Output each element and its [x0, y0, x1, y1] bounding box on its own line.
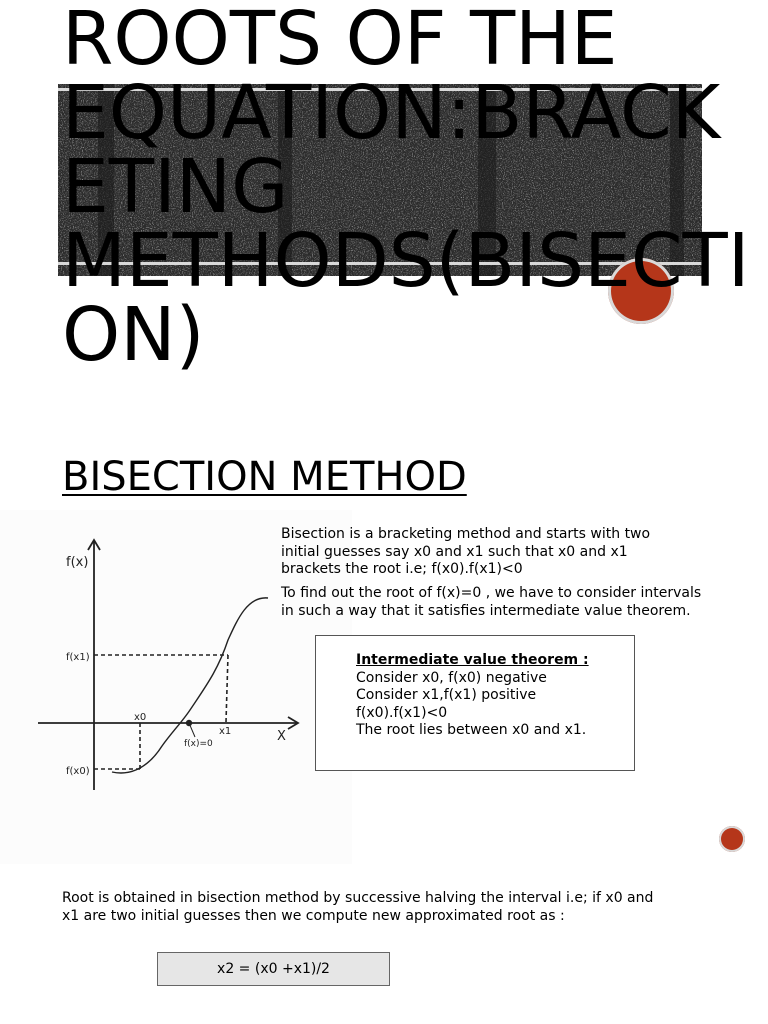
theorem-line: f(x0).f(x1)<0	[356, 704, 448, 721]
root-line: x1 are two initial guesses then we compute new approximated root as :	[62, 907, 565, 924]
formula-box: x2 = (x0 +x1)/2	[157, 952, 390, 986]
x-axis-label: X	[277, 729, 286, 744]
intro-line: Bisection is a bracketing method and starts with two	[281, 526, 651, 542]
theorem-content	[356, 652, 589, 740]
accent-circle-small	[719, 826, 745, 852]
intervals-paragraph	[281, 585, 731, 620]
section-heading: BISECTION METHOD	[62, 454, 467, 500]
theorem-title: Intermediate value theorem :	[356, 652, 589, 668]
intro-paragraph	[281, 526, 731, 579]
title-line: ETING	[62, 144, 289, 230]
intervals-line: in such a way that it satisfies intermediate value theorem.	[281, 602, 691, 619]
intervals-line: To find out the root of f(x)=0 , we have to consider intervals	[281, 585, 702, 601]
x1-label: x1	[219, 726, 232, 737]
title-line: ON)	[62, 292, 205, 378]
root-paragraph	[62, 890, 702, 925]
f-x1-label: f(x1)	[66, 652, 90, 663]
x1-guide	[226, 655, 228, 722]
theorem-line: Consider x1,f(x1) positive	[356, 687, 537, 703]
x0-label: x0	[134, 712, 147, 723]
root-pointer	[189, 723, 195, 737]
title-line: METHODS(BISECTI	[62, 218, 750, 304]
title-line: ROOTS OF THE	[62, 0, 618, 82]
theorem-box	[315, 635, 635, 771]
slide-title	[62, 0, 750, 378]
root-line: Root is obtained in bisection method by successive halving the interval i.e; if x0 and	[62, 890, 654, 906]
theorem-line: The root lies between x0 and x1.	[356, 722, 587, 738]
title-line: EQUATION:BRACK	[62, 70, 721, 156]
theorem-line: Consider x0, f(x0) negative	[356, 669, 547, 686]
y-axis-label: f(x)	[66, 555, 89, 570]
root-label: f(x)=0	[184, 739, 213, 749]
f-x0-label: f(x0)	[66, 766, 90, 777]
intro-line: initial guesses say x0 and x1 such that x0 and x1	[281, 543, 628, 560]
intro-line: brackets the root i.e; f(x0).f(x1)<0	[281, 561, 523, 577]
